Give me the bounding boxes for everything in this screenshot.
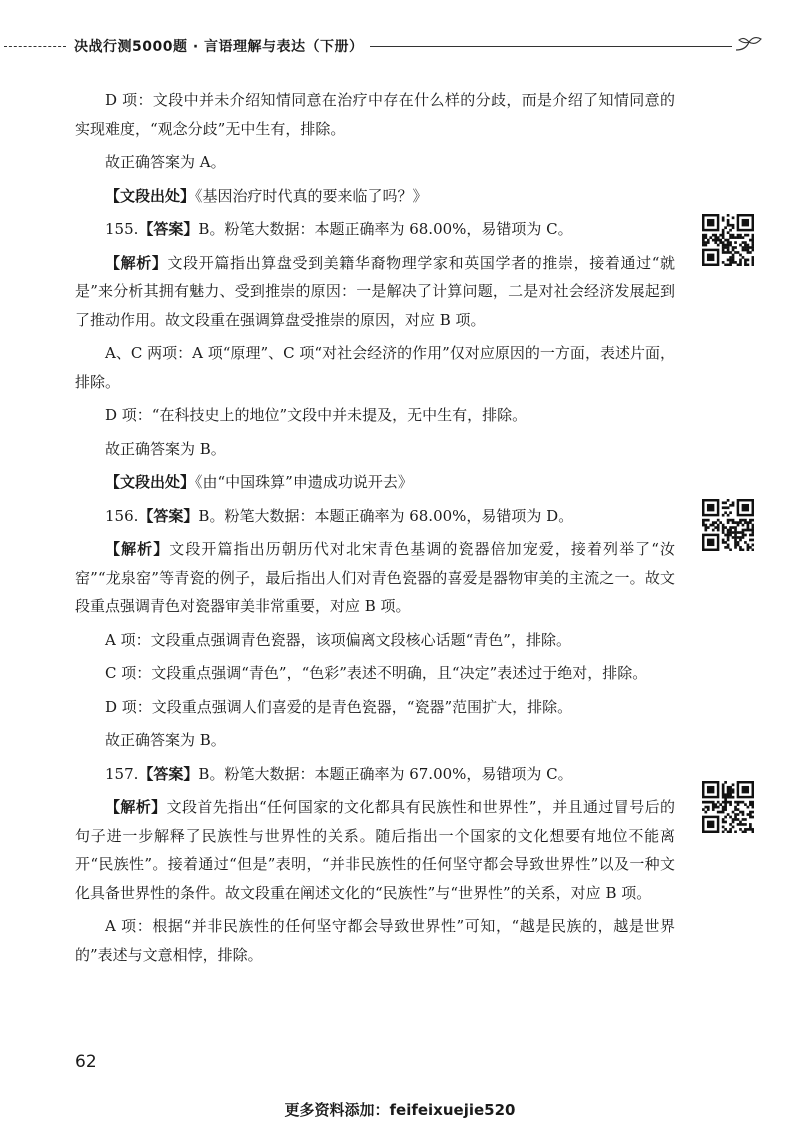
paragraph-text: B。粉笔大数据：本题正确率为 67.00%，易错项为 C。: [198, 764, 573, 783]
paragraph: [75, 502, 675, 531]
qr-pattern: [702, 781, 754, 833]
paragraph: [75, 726, 675, 755]
qr-pattern: [702, 214, 754, 266]
paragraph: [75, 760, 675, 789]
header-dash-rule: [4, 46, 66, 47]
paragraph: [75, 249, 675, 335]
page-header: [0, 34, 800, 58]
sprout-icon: [734, 36, 764, 56]
paragraph-text: 文段首先指出“任何国家的文化都具有民族性和世界性”，并且通过冒号后的句子进一步解释了民族性与世界性的关系。随后指出一个国家的文化想要有地位不能离开“民族性”。接着通过“但是”表明，“并非民族性的任何坚守都会导致世界性”以及一种文化具备世界性的条件。故文段重在阐述文化的“民族性”与“世界性”的关系，对应 B 项。: [75, 798, 675, 902]
qr-code-155[interactable]: [702, 214, 754, 266]
section-tag: 【解析】: [105, 798, 167, 816]
paragraph: [75, 148, 675, 177]
paragraph-text: D 项：文段中并未介绍知情同意在治疗中存在什么样的分歧，而是介绍了知情同意的实现难度，“观念分歧”无中生有，排除。: [75, 91, 675, 138]
main-content: [75, 86, 675, 974]
section-tag: 【答案】: [138, 506, 199, 525]
paragraph-text: C 项：文段重点强调“青色”，“色彩”表述不明确，且“决定”表述过于绝对，排除。: [105, 664, 648, 682]
question-number: 156.: [105, 506, 139, 525]
paragraph-text: 故正确答案为 A。: [105, 153, 226, 171]
paragraph: [75, 535, 675, 621]
paragraph-text: A 项：文段重点强调青色瓷器，该项偏离文段核心话题“青色”，排除。: [105, 630, 571, 649]
paragraph-text: 故正确答案为 B。: [105, 731, 226, 749]
paragraph-text: 文段开篇指出历朝历代对北宋青色基调的瓷器倍加宠爱，接着列举了“汝窑”“龙泉窑”等青瓷的例子，最后指出人们对青色瓷器的喜爱是器物审美的主流之一。故文段重点强调青色对瓷器审美非常重要，对应 B 项。: [75, 540, 675, 615]
paragraph-text: B。粉笔大数据：本题正确率为 68.00%，易错项为 C。: [198, 220, 573, 238]
paragraph: [75, 339, 675, 396]
paragraph: [75, 401, 675, 430]
paragraph-text: A 项：根据“并非民族性的任何坚守都会导致世界性”可知，“越是民族的，越是世界的”表述与文意相悖，排除。: [75, 917, 675, 964]
footer-contact-note: 更多资料添加：feifeixuejie520: [284, 1101, 516, 1119]
paragraph-text: A、C 两项：A 项“原理”、C 项“对社会经济的作用”仅对应原因的一方面，表述片面，排除。: [75, 344, 675, 391]
header-rule: [370, 46, 732, 47]
paragraph: [75, 693, 675, 722]
qr-code-156[interactable]: [702, 499, 754, 551]
page-number: 62: [75, 1052, 97, 1072]
paragraph: [75, 182, 675, 211]
paragraph: [75, 626, 675, 655]
paragraph-text: 文段开篇指出算盘受到美籍华裔物理学家和英国学者的推崇，接着通过“就是”来分析其拥有魅力、受到推崇的原因：一是解决了计算问题，二是对社会经济发展起到了推动作用。故文段重在强调算盘受推崇的原因，对应 B 项。: [75, 253, 675, 329]
paragraph-text: 故正确答案为 B。: [105, 439, 226, 458]
qr-code-157[interactable]: [702, 781, 754, 833]
paragraph: [75, 86, 675, 143]
question-number: 157.: [105, 764, 139, 783]
paragraph-text: D 项：“在科技史上的地位”文段中并未提及，无中生有，排除。: [105, 406, 528, 424]
paragraph-text: 《由“中国珠算”申遗成功说开去》: [195, 473, 413, 491]
question-number: 155.: [105, 220, 139, 238]
section-tag: 【文段出处】: [105, 186, 196, 205]
book-title: 决战行测5000题 · 言语理解与表达（下册）: [74, 39, 364, 55]
section-tag: 【答案】: [138, 764, 199, 783]
paragraph: [75, 468, 675, 497]
paragraph-text: 《基因治疗时代真的要来临了吗？》: [195, 186, 428, 205]
paragraph: [75, 912, 675, 969]
section-tag: 【解析】: [105, 253, 168, 272]
paragraph: [75, 659, 675, 688]
paragraph: [75, 215, 675, 244]
paragraph-text: B。粉笔大数据：本题正确率为 68.00%，易错项为 D。: [198, 506, 574, 525]
paragraph: [75, 793, 675, 907]
section-tag: 【解析】: [105, 540, 170, 558]
qr-pattern: [702, 499, 754, 551]
paragraph-text: D 项：文段重点强调人们喜爱的是青色瓷器，“瓷器”范围扩大，排除。: [105, 697, 573, 716]
section-tag: 【答案】: [138, 220, 199, 238]
paragraph: [75, 435, 675, 464]
section-tag: 【文段出处】: [105, 473, 196, 491]
